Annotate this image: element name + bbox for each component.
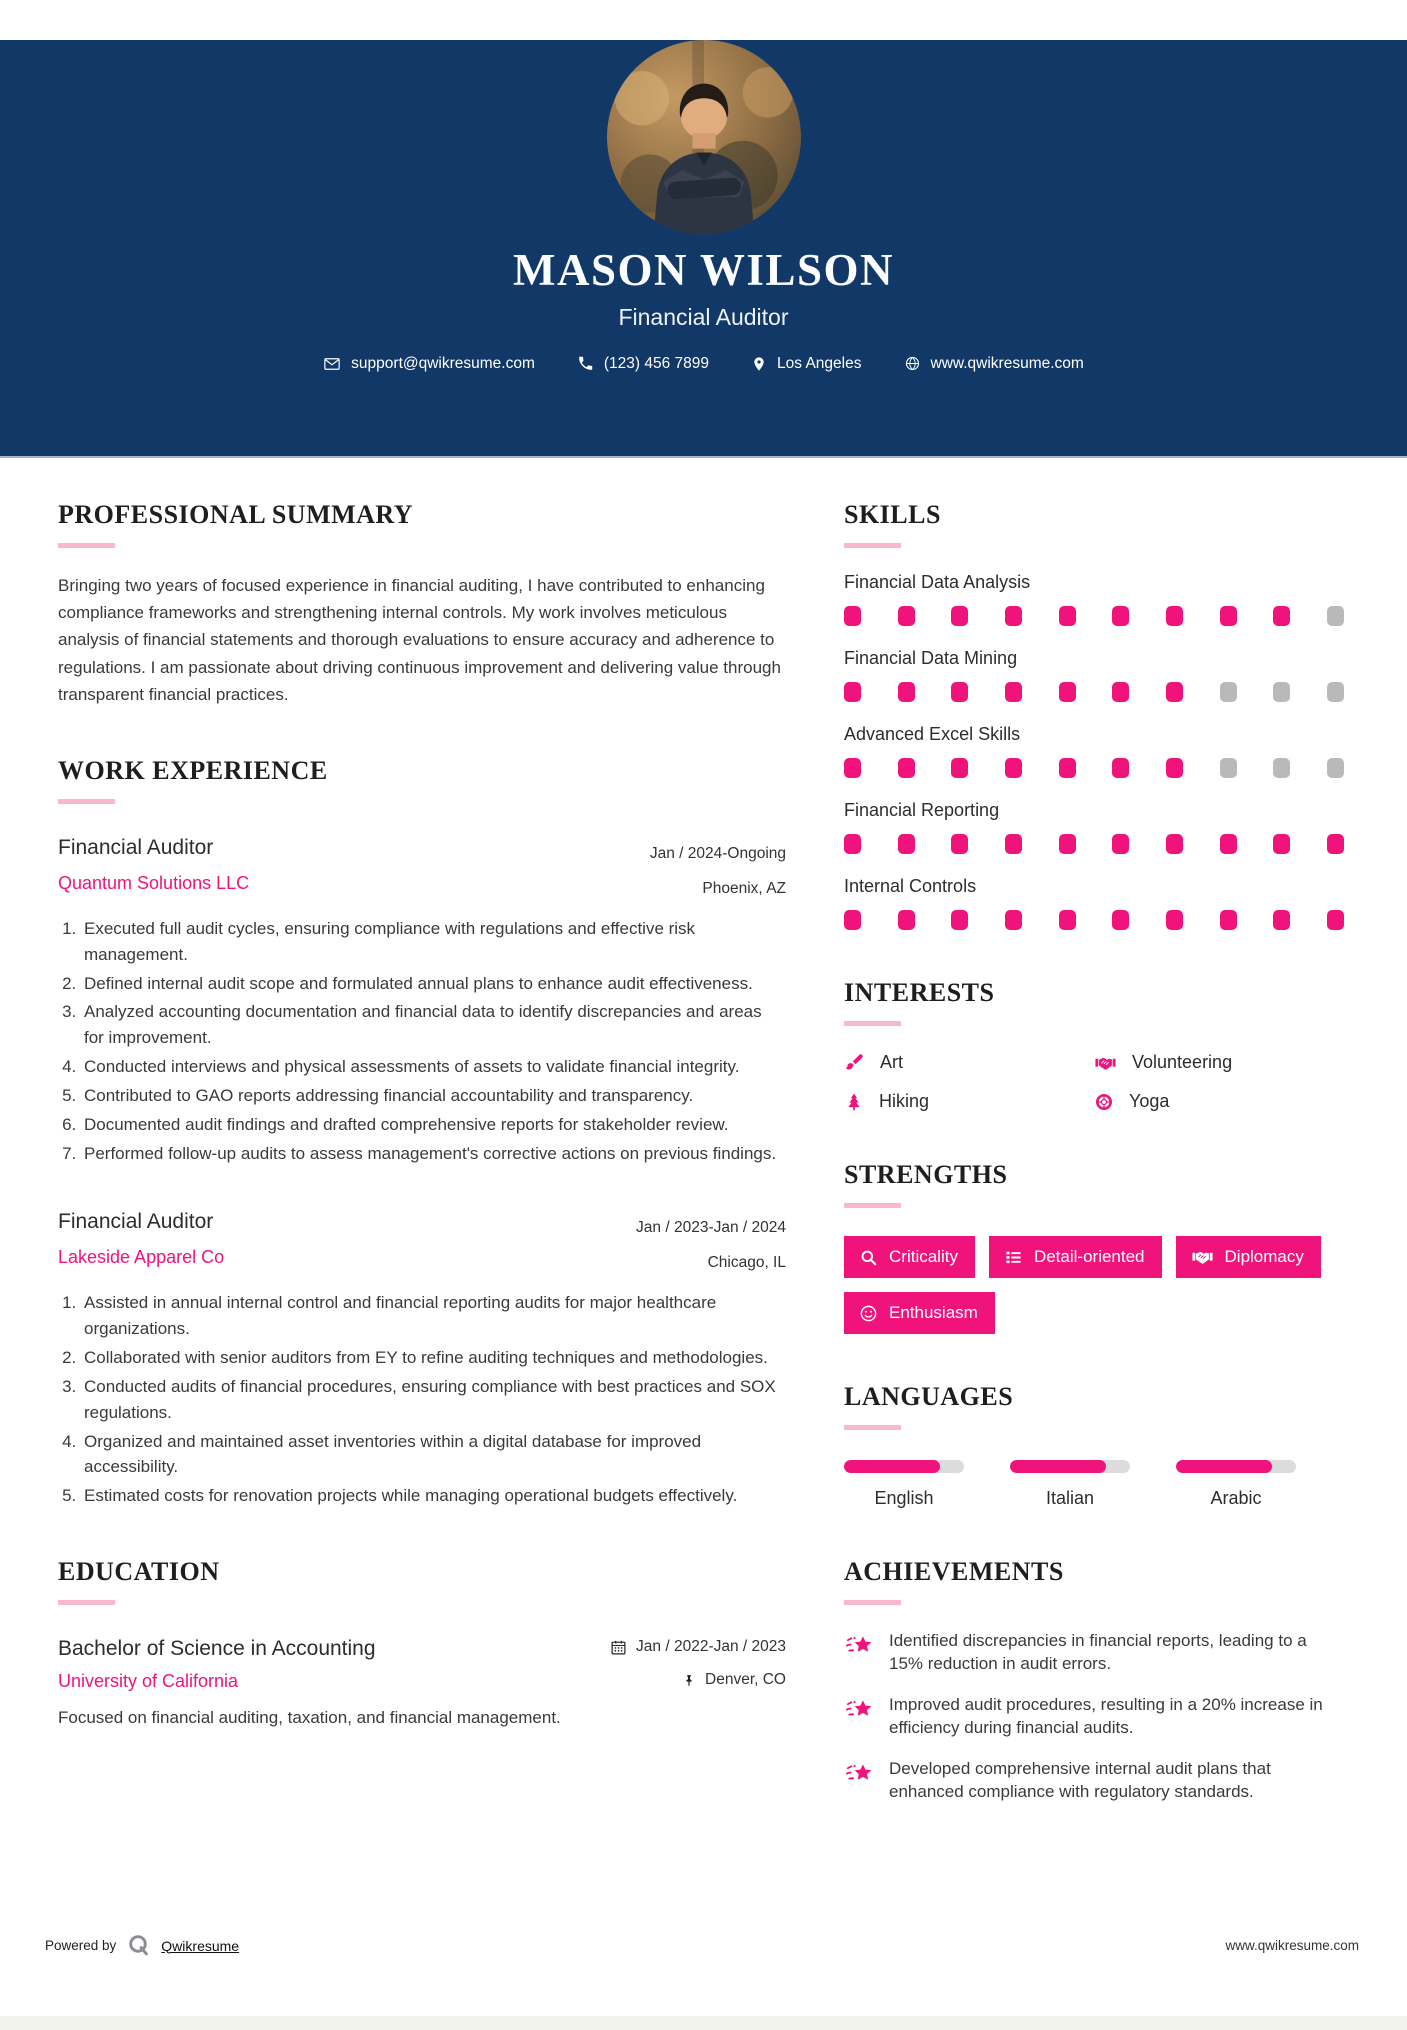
rating-dot — [951, 606, 968, 626]
language-label: Arabic — [1210, 1488, 1262, 1508]
skills-list — [844, 572, 1344, 930]
job-bullet: 3. Conducted audits of financial procedures, ensuring compliance with best practices and SOX regulations. — [81, 1374, 786, 1426]
heading-underline — [58, 543, 115, 548]
rating-dot — [1005, 682, 1022, 702]
achievements-heading: ACHIEVEMENTS — [844, 1557, 1064, 1586]
education-heading: EDUCATION — [58, 1557, 220, 1587]
contact-item[interactable] — [577, 355, 709, 373]
job-title: Financial Auditor — [58, 1210, 214, 1234]
rating-dot — [1059, 758, 1076, 778]
job-bullets — [58, 1290, 786, 1509]
skill-item — [844, 572, 1344, 626]
heading-underline — [844, 543, 901, 548]
powered-by-label: Powered by — [45, 1938, 117, 1953]
interest-item — [844, 1052, 1094, 1073]
rating-dot — [1327, 682, 1344, 702]
rating-dot — [1166, 910, 1183, 930]
job-bullet: 5. Contributed to GAO reports addressing financial accountability and transparency. — [81, 1083, 786, 1109]
language-item — [1176, 1460, 1296, 1509]
contact-item-text: support@qwikresume.com — [351, 354, 535, 372]
right-column — [844, 500, 1344, 1821]
education-date: Jan / 2022-Jan / 2023 — [636, 1637, 786, 1655]
rating-dot — [951, 682, 968, 702]
rating-dot — [844, 606, 861, 626]
globe-icon — [904, 355, 921, 372]
language-label: Italian — [1045, 1488, 1095, 1508]
job-date: Jan / 2023-Jan / 2024 — [636, 1219, 786, 1237]
languages-section — [844, 1382, 1344, 1509]
resume-body — [0, 458, 1407, 1821]
job-company: Lakeside Apparel Co — [58, 1247, 225, 1268]
job-title: Financial Auditor — [58, 835, 214, 859]
skill-item — [844, 800, 1344, 854]
page-bottom-band — [0, 2016, 1407, 2030]
rating-dot — [844, 834, 861, 854]
interest-label: Art — [880, 1052, 904, 1072]
rating-dot — [1112, 682, 1129, 702]
rating-dot — [898, 910, 915, 930]
rating-dot — [1220, 606, 1237, 626]
candidate-title: Financial Auditor — [618, 303, 789, 330]
heading-underline — [844, 1203, 901, 1208]
rating-dot — [1005, 758, 1022, 778]
work-experience-section — [58, 756, 786, 1509]
contact-item[interactable] — [751, 355, 861, 373]
job-bullet: 7. Performed follow-up audits to assess management's corrective actions on previous findings. — [81, 1141, 786, 1167]
achievement-item — [844, 1629, 1344, 1676]
rating-dot — [1166, 682, 1183, 702]
pine-tree-icon — [844, 1092, 864, 1112]
interest-item — [1094, 1052, 1344, 1073]
rating-dot — [1273, 910, 1290, 930]
language-label: English — [874, 1488, 934, 1508]
language-item — [844, 1460, 964, 1509]
languages-heading: LANGUAGES — [844, 1382, 1014, 1411]
rating-dot — [1220, 758, 1237, 778]
strengths-section — [844, 1160, 1344, 1334]
rating-dot — [1166, 758, 1183, 778]
rating-dot — [844, 758, 861, 778]
achievement-item — [844, 1757, 1344, 1804]
skill-item — [844, 724, 1344, 778]
job-bullet: 4. Organized and maintained asset inventories within a digital database for improved accessibility. — [81, 1429, 786, 1481]
profile-photo-image — [607, 40, 801, 234]
shooting-star-icon — [844, 1695, 875, 1742]
rating-dot — [1220, 834, 1237, 854]
interests-heading: INTERESTS — [844, 978, 995, 1007]
skill-rating-dots — [844, 606, 1344, 626]
heading-underline — [58, 1600, 115, 1605]
interests-list — [844, 1052, 1344, 1112]
summary-heading: PROFESSIONAL SUMMARY — [58, 500, 414, 529]
language-bar-fill — [1010, 1460, 1106, 1473]
achievements-section — [844, 1557, 1344, 1804]
envelope-icon — [323, 355, 341, 373]
skill-name: Advanced Excel Skills — [844, 724, 1021, 744]
resume-header — [0, 40, 1407, 458]
achievement-text: Developed comprehensive internal audit plans that enhanced compliance with regulatory standards. — [889, 1758, 1271, 1802]
shooting-star-icon — [844, 1759, 875, 1806]
interest-item — [1094, 1091, 1344, 1112]
location-pin-icon — [751, 356, 767, 372]
job-bullet: 1. Executed full audit cycles, ensuring compliance with regulations and effective risk management. — [81, 916, 786, 968]
footer-website: www.qwikresume.com — [1225, 1938, 1359, 1953]
contact-item[interactable] — [904, 355, 1084, 373]
language-bar — [844, 1460, 964, 1473]
rating-dot — [1327, 910, 1344, 930]
heading-underline — [844, 1021, 901, 1026]
profile-photo — [607, 40, 801, 234]
education-location: Denver, CO — [705, 1671, 786, 1689]
job-entry — [58, 1210, 786, 1509]
heading-underline — [844, 1600, 901, 1605]
rating-dot — [1273, 834, 1290, 854]
phone-icon — [577, 355, 594, 372]
education-note: Focused on financial auditing, taxation, and financial management. — [58, 1708, 561, 1728]
rating-dot — [1273, 758, 1290, 778]
magnifier-icon — [859, 1248, 878, 1267]
brand-link[interactable]: Qwikresume — [161, 1937, 240, 1954]
interest-label: Hiking — [879, 1091, 930, 1111]
page-footer — [45, 1933, 1359, 1958]
skill-name: Internal Controls — [844, 876, 977, 896]
interest-label: Volunteering — [1132, 1052, 1233, 1072]
summary-section — [58, 500, 786, 708]
rating-dot — [1112, 606, 1129, 626]
rating-dot — [1327, 606, 1344, 626]
powered-by — [45, 1933, 239, 1958]
job-bullet: 3. Analyzed accounting documentation and financial data to identify discrepancies and areas for improvement. — [81, 999, 786, 1051]
skill-name: Financial Data Mining — [844, 648, 1018, 668]
strength-chip — [844, 1292, 995, 1334]
achievement-item — [844, 1693, 1344, 1740]
skill-item — [844, 876, 1344, 930]
contact-item-text: Los Angeles — [777, 354, 862, 372]
achievements-list — [844, 1629, 1344, 1804]
achievement-text: Improved audit procedures, resulting in a 20% increase in efficiency during financial audits. — [889, 1694, 1323, 1738]
rating-dot — [1166, 606, 1183, 626]
rating-dot — [1327, 834, 1344, 854]
rating-dot — [1112, 910, 1129, 930]
rating-dot — [1327, 758, 1344, 778]
rating-dot — [1059, 910, 1076, 930]
job-location: Phoenix, AZ — [702, 879, 786, 897]
strengths-heading: STRENGTHS — [844, 1160, 1008, 1189]
school-name: University of California — [58, 1671, 239, 1692]
skill-rating-dots — [844, 682, 1344, 702]
calendar-icon — [610, 1639, 627, 1656]
strength-label: Detail-oriented — [1033, 1247, 1145, 1266]
strength-chip — [1176, 1236, 1321, 1278]
job-bullets — [58, 916, 786, 1166]
left-column — [58, 500, 786, 1821]
skill-rating-dots — [844, 910, 1344, 930]
smiley-icon — [859, 1304, 878, 1323]
contact-item[interactable] — [323, 355, 535, 373]
languages-list — [844, 1460, 1296, 1509]
rating-dot — [951, 834, 968, 854]
language-bar-fill — [844, 1460, 940, 1473]
strength-label: Enthusiasm — [889, 1303, 978, 1322]
rating-dot — [1273, 682, 1290, 702]
rating-dot — [1220, 910, 1237, 930]
rating-dot — [1273, 606, 1290, 626]
job-bullet: 6. Documented audit findings and drafted comprehensive reports for stakeholder review. — [81, 1112, 786, 1138]
education-section — [58, 1557, 786, 1728]
rating-dot — [1005, 910, 1022, 930]
list-icon — [1004, 1248, 1023, 1267]
language-bar — [1010, 1460, 1130, 1473]
job-bullet: 2. Defined internal audit scope and formulated annual plans to enhance audit effectiveness. — [81, 971, 786, 997]
job-list — [58, 836, 786, 1509]
interest-item — [844, 1091, 1094, 1112]
job-bullet: 2. Collaborated with senior auditors from EY to refine auditing techniques and methodologies. — [81, 1345, 786, 1371]
language-item — [1010, 1460, 1130, 1509]
language-bar — [1176, 1460, 1296, 1473]
skill-item — [844, 648, 1344, 702]
strength-chip — [844, 1236, 975, 1278]
rating-dot — [1005, 606, 1022, 626]
rating-dot — [1059, 834, 1076, 854]
rating-dot — [1112, 758, 1129, 778]
summary-text: Bringing two years of focused experience in financial auditing, I have contributed to enhancing compliance frameworks and strengthening internal controls. My work involves meticulous analysis of financial statements and thorough evaluations to ensure accuracy and adherence to regulations. I am passionate about driving continuous improvement and delivering value through transparent financial practices. — [58, 576, 781, 704]
rating-dot — [898, 606, 915, 626]
achievement-text: Identified discrepancies in financial reports, leading to a 15% reduction in audit errors. — [889, 1631, 1307, 1674]
interests-section — [844, 978, 1344, 1112]
paintbrush-icon — [844, 1052, 865, 1073]
heading-underline — [844, 1425, 901, 1430]
education-entry — [58, 1637, 786, 1728]
shooting-star-icon — [844, 1631, 875, 1678]
skill-rating-dots — [844, 834, 1344, 854]
rating-dot — [1112, 834, 1129, 854]
degree-title: Bachelor of Science in Accounting — [58, 1637, 376, 1661]
job-bullet: 5. Estimated costs for renovation projects while managing operational budgets effectively. — [81, 1483, 786, 1509]
contact-item-text: www.qwikresume.com — [930, 354, 1084, 372]
rating-dot — [1220, 682, 1237, 702]
rating-dot — [951, 758, 968, 778]
handshake-icon — [1191, 1248, 1214, 1266]
rating-dot — [898, 682, 915, 702]
pushpin-icon — [682, 1674, 696, 1688]
language-bar-fill — [1176, 1460, 1272, 1473]
rating-dot — [951, 910, 968, 930]
interest-label: Yoga — [1129, 1091, 1170, 1111]
wheel-icon — [1094, 1092, 1114, 1112]
rating-dot — [898, 834, 915, 854]
job-location: Chicago, IL — [707, 1254, 786, 1272]
job-bullet: 1. Assisted in annual internal control and financial reporting audits for major healthcare organizations. — [81, 1290, 786, 1342]
rating-dot — [844, 910, 861, 930]
heading-underline — [58, 799, 115, 804]
candidate-name: MASON WILSON — [513, 245, 894, 295]
rating-dot — [898, 758, 915, 778]
job-date: Jan / 2024-Ongoing — [649, 844, 786, 862]
strength-label: Criticality — [889, 1247, 958, 1266]
rating-dot — [1166, 834, 1183, 854]
skill-name: Financial Reporting — [844, 800, 1000, 820]
skills-section — [844, 500, 1344, 930]
rating-dot — [844, 682, 861, 702]
contact-item-text: (123) 456 7899 — [603, 354, 710, 372]
work-heading: WORK EXPERIENCE — [58, 755, 328, 785]
skills-heading: SKILLS — [844, 500, 941, 529]
job-bullet: 4. Conducted interviews and physical assessments of assets to validate financial integrity. — [81, 1054, 786, 1080]
rating-dot — [1005, 834, 1022, 854]
rating-dot — [1059, 606, 1076, 626]
strength-chip — [989, 1236, 1162, 1278]
job-company: Quantum Solutions LLC — [58, 872, 250, 893]
handshake-icon — [1094, 1054, 1117, 1072]
job-entry — [58, 836, 786, 1166]
strengths-list — [844, 1236, 1364, 1334]
skill-rating-dots — [844, 758, 1344, 778]
skill-name: Financial Data Analysis — [844, 572, 1031, 592]
rating-dot — [1059, 682, 1076, 702]
qwikresume-logo-icon — [126, 1933, 151, 1958]
strength-label: Diplomacy — [1224, 1247, 1304, 1266]
contact-row — [0, 355, 1407, 373]
